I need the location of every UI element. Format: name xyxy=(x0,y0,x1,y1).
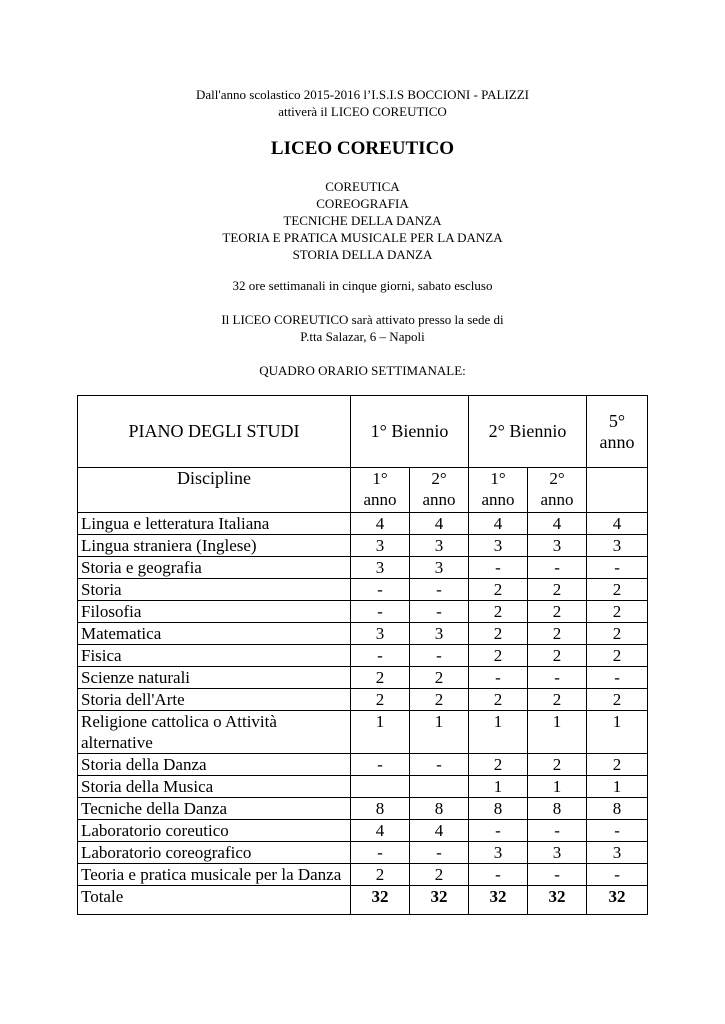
hours-cell: - xyxy=(410,842,469,864)
total-cell: 32 xyxy=(528,886,587,915)
intro-line-2: attiverà il LICEO COREUTICO xyxy=(278,104,447,119)
discipline-name: Storia della Danza xyxy=(78,754,351,776)
table-row xyxy=(78,776,648,798)
hours-cell: 3 xyxy=(528,842,587,864)
hours-cell xyxy=(351,776,410,798)
hours-cell: 8 xyxy=(469,798,528,820)
hours-cell: 1 xyxy=(587,711,648,754)
header-fifth-word: anno xyxy=(599,431,635,452)
year-word: anno xyxy=(540,490,574,509)
table-row xyxy=(78,645,648,667)
discipline-name: Lingua straniera (Inglese) xyxy=(78,535,351,557)
hours-cell: 2 xyxy=(528,645,587,667)
hours-cell: - xyxy=(469,667,528,689)
table-row xyxy=(78,601,648,623)
hours-cell: 2 xyxy=(528,623,587,645)
hours-cell: - xyxy=(587,557,648,579)
hours-cell: 3 xyxy=(528,535,587,557)
hours-cell: - xyxy=(410,601,469,623)
header-biennio-1: 1° Biennio xyxy=(351,396,469,468)
year-word: anno xyxy=(422,490,456,509)
discipline-name: Laboratorio coreografico xyxy=(78,842,351,864)
hours-cell: 3 xyxy=(351,535,410,557)
discipline-name: Tecniche della Danza xyxy=(78,798,351,820)
table-row xyxy=(78,711,648,754)
total-cell: 32 xyxy=(469,886,528,915)
table-row xyxy=(78,754,648,776)
hours-cell: 2 xyxy=(528,754,587,776)
hours-cell: 8 xyxy=(351,798,410,820)
location-note xyxy=(0,311,725,345)
hours-cell: 2 xyxy=(469,689,528,711)
table-total-row xyxy=(78,886,648,915)
hours-cell: - xyxy=(410,754,469,776)
header-fifth-year xyxy=(587,396,648,468)
total-label: Totale xyxy=(78,886,351,915)
header-discipline: Discipline xyxy=(78,468,351,513)
hours-cell: 8 xyxy=(587,798,648,820)
header-fifth-num: 5° xyxy=(608,410,626,431)
hours-cell: - xyxy=(528,820,587,842)
hours-cell: 1 xyxy=(469,711,528,754)
discipline-name: Laboratorio coreutico xyxy=(78,820,351,842)
hours-cell: 2 xyxy=(351,689,410,711)
hours-cell: - xyxy=(351,842,410,864)
study-plan-table xyxy=(77,395,648,915)
hours-cell: 4 xyxy=(587,513,648,535)
hours-cell: 1 xyxy=(469,776,528,798)
hours-cell: 3 xyxy=(587,842,648,864)
hours-note: 32 ore settimanali in cinque giorni, sabato escluso xyxy=(232,278,493,293)
discipline-name: Religione cattolica o Attività alternative xyxy=(78,711,351,754)
subject-item: COREOGRAFIA xyxy=(316,196,409,211)
hours-cell: - xyxy=(587,864,648,886)
hours-cell: - xyxy=(528,864,587,886)
table-row xyxy=(78,689,648,711)
hours-cell: 2 xyxy=(587,754,648,776)
hours-cell: 1 xyxy=(410,711,469,754)
hours-cell: - xyxy=(587,820,648,842)
hours-cell: 4 xyxy=(410,820,469,842)
hours-cell: 2 xyxy=(587,689,648,711)
year-word: anno xyxy=(363,490,397,509)
hours-cell: - xyxy=(410,579,469,601)
hours-cell: - xyxy=(528,667,587,689)
hours-cell: 2 xyxy=(469,645,528,667)
hours-cell: 3 xyxy=(351,557,410,579)
total-cell: 32 xyxy=(587,886,648,915)
year-num: 2° xyxy=(549,469,565,488)
hours-cell: 2 xyxy=(528,601,587,623)
table-row xyxy=(78,535,648,557)
discipline-name: Storia dell'Arte xyxy=(78,689,351,711)
table-row xyxy=(78,579,648,601)
intro-line-1: Dall'anno scolastico 2015-2016 l’I.S.I.S BOCCIONI - PALIZZI xyxy=(196,87,529,102)
table-row xyxy=(78,667,648,689)
year-num: 2° xyxy=(431,469,447,488)
hours-cell: 2 xyxy=(528,579,587,601)
table-row xyxy=(78,513,648,535)
hours-cell: 4 xyxy=(351,820,410,842)
hours-cell: 2 xyxy=(587,579,648,601)
table-row xyxy=(78,798,648,820)
table-row xyxy=(78,864,648,886)
hours-cell: - xyxy=(469,864,528,886)
hours-cell: 2 xyxy=(469,601,528,623)
location-line-2: P.tta Salazar, 6 – Napoli xyxy=(300,329,425,344)
discipline-name: Teoria e pratica musicale per la Danza xyxy=(78,864,351,886)
page-title: LICEO COREUTICO xyxy=(270,138,455,159)
header-year xyxy=(351,468,410,513)
hours-cell: 3 xyxy=(351,623,410,645)
hours-cell: 2 xyxy=(587,623,648,645)
hours-cell: 2 xyxy=(528,689,587,711)
hours-cell: 2 xyxy=(410,689,469,711)
discipline-name: Storia e geografia xyxy=(78,557,351,579)
year-word: anno xyxy=(481,490,515,509)
table-row xyxy=(78,820,648,842)
hours-cell: 4 xyxy=(528,513,587,535)
discipline-name: Lingua e letteratura Italiana xyxy=(78,513,351,535)
table-row xyxy=(78,557,648,579)
location-line-1: Il LICEO COREUTICO sarà attivato presso la sede di xyxy=(221,312,504,327)
year-num: 1° xyxy=(372,469,388,488)
total-cell: 32 xyxy=(351,886,410,915)
hours-cell: - xyxy=(351,754,410,776)
year-num: 1° xyxy=(490,469,506,488)
hours-cell: - xyxy=(410,645,469,667)
hours-cell: 3 xyxy=(469,535,528,557)
hours-cell: 3 xyxy=(410,623,469,645)
discipline-name: Storia xyxy=(78,579,351,601)
header-year-empty xyxy=(587,468,648,513)
subject-item: TECNICHE DELLA DANZA xyxy=(283,213,442,228)
hours-cell: 1 xyxy=(528,711,587,754)
total-cell: 32 xyxy=(410,886,469,915)
discipline-name: Filosofia xyxy=(78,601,351,623)
hours-cell: 4 xyxy=(469,513,528,535)
hours-cell: - xyxy=(469,557,528,579)
hours-cell: - xyxy=(351,579,410,601)
hours-cell: 2 xyxy=(469,754,528,776)
discipline-name: Storia della Musica xyxy=(78,776,351,798)
discipline-name: Scienze naturali xyxy=(78,667,351,689)
hours-cell xyxy=(410,776,469,798)
table-row xyxy=(78,842,648,864)
hours-cell: 2 xyxy=(587,645,648,667)
table-row xyxy=(78,623,648,645)
hours-cell: 1 xyxy=(528,776,587,798)
hours-cell: 2 xyxy=(410,864,469,886)
hours-cell: 4 xyxy=(410,513,469,535)
hours-cell: 1 xyxy=(587,776,648,798)
subject-item: STORIA DELLA DANZA xyxy=(292,247,433,262)
subject-item: TEORIA E PRATICA MUSICALE PER LA DANZA xyxy=(222,230,503,245)
hours-cell: 2 xyxy=(351,667,410,689)
subject-list xyxy=(0,178,725,263)
intro-text xyxy=(0,86,725,120)
header-plan: PIANO DEGLI STUDI xyxy=(78,396,351,468)
table-header-row xyxy=(78,396,648,468)
hours-cell: 2 xyxy=(351,864,410,886)
hours-cell: - xyxy=(469,820,528,842)
hours-cell: 3 xyxy=(410,557,469,579)
hours-cell: 2 xyxy=(469,579,528,601)
header-year xyxy=(410,468,469,513)
hours-cell: - xyxy=(587,667,648,689)
hours-cell: 8 xyxy=(528,798,587,820)
hours-cell: - xyxy=(351,601,410,623)
hours-cell: 4 xyxy=(351,513,410,535)
hours-cell: 2 xyxy=(410,667,469,689)
discipline-name: Fisica xyxy=(78,645,351,667)
hours-cell: 8 xyxy=(410,798,469,820)
hours-cell: 3 xyxy=(469,842,528,864)
header-year xyxy=(469,468,528,513)
schedule-title: QUADRO ORARIO SETTIMANALE: xyxy=(259,363,466,378)
hours-cell: - xyxy=(351,645,410,667)
hours-cell: 3 xyxy=(410,535,469,557)
header-biennio-2: 2° Biennio xyxy=(469,396,587,468)
discipline-name: Matematica xyxy=(78,623,351,645)
hours-cell: 3 xyxy=(587,535,648,557)
table-subheader-row xyxy=(78,468,648,513)
subject-item: COREUTICA xyxy=(325,179,400,194)
hours-cell: 2 xyxy=(587,601,648,623)
hours-cell: 1 xyxy=(351,711,410,754)
hours-cell: - xyxy=(528,557,587,579)
hours-cell: 2 xyxy=(469,623,528,645)
header-year xyxy=(528,468,587,513)
